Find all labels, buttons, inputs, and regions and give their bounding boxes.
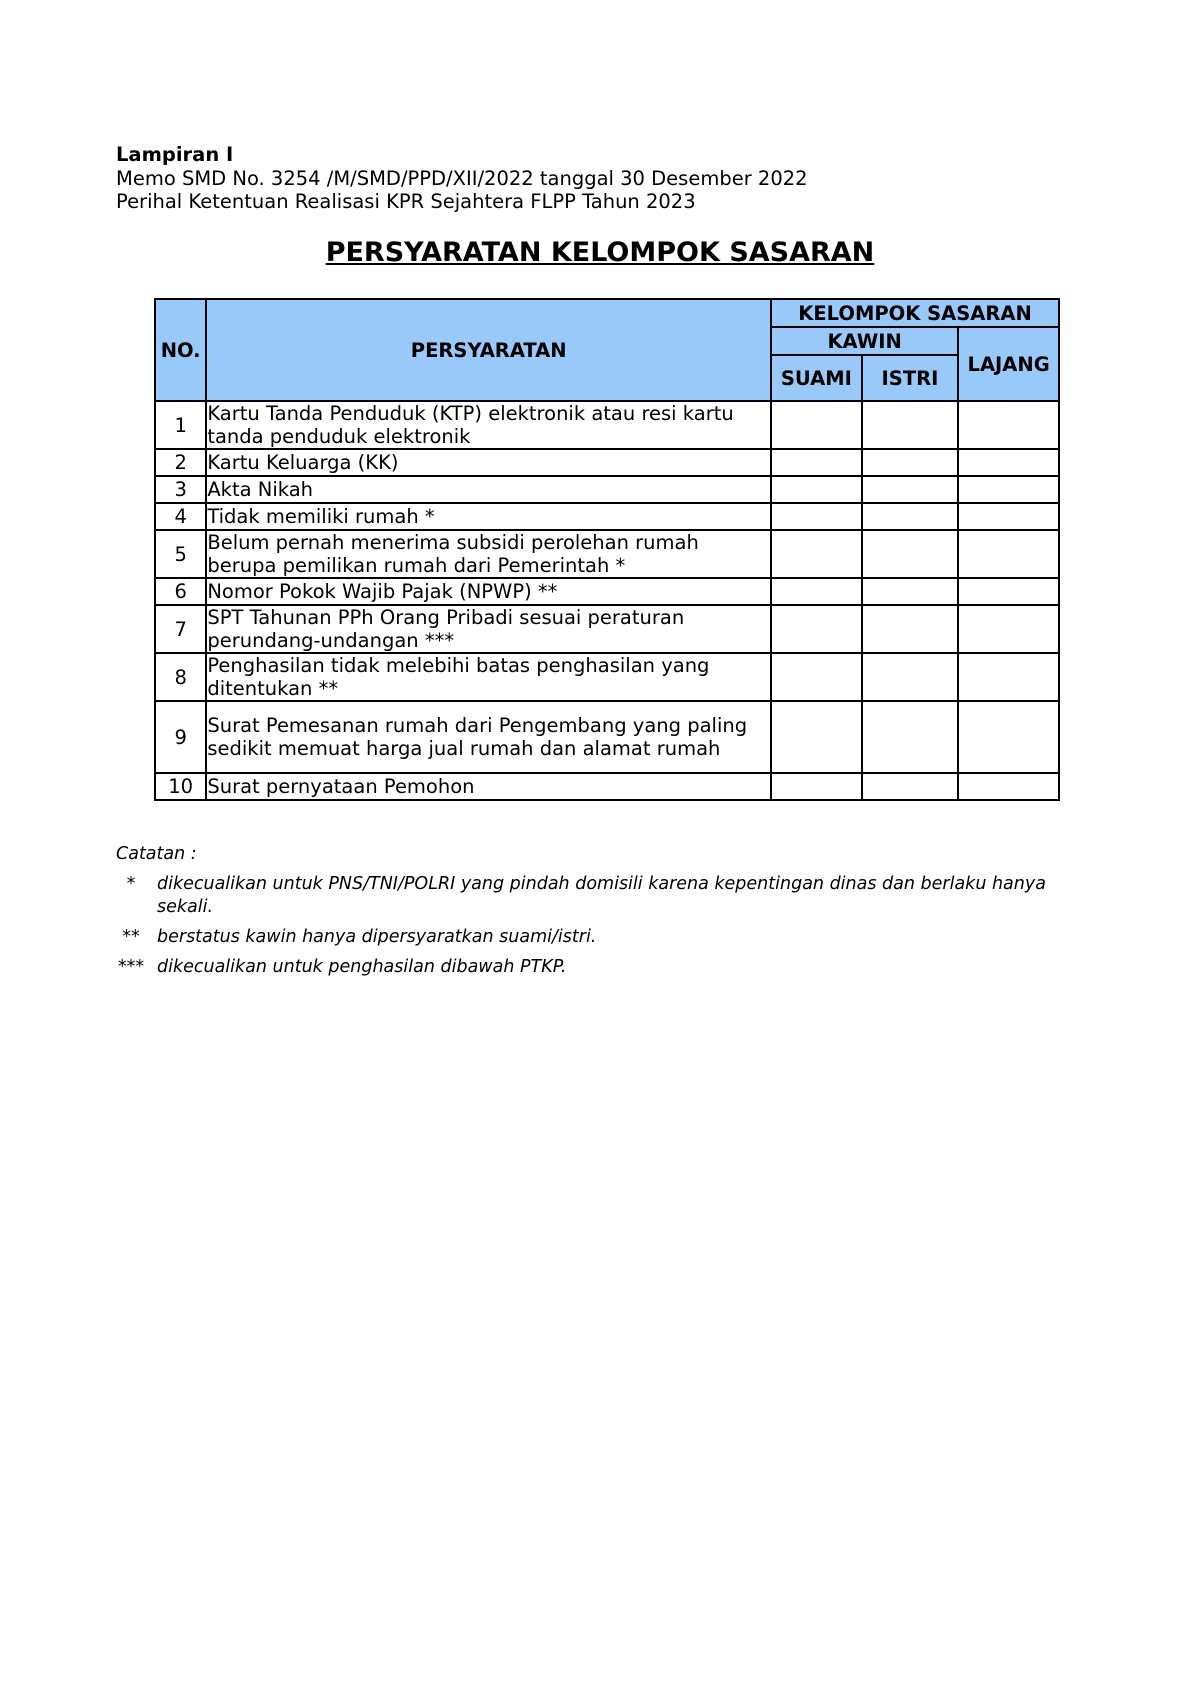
requirement-text: Kartu Tanda Penduduk (KTP) elektronik atau resi kartu tanda penduduk elektronik <box>206 401 771 449</box>
table-row <box>155 401 1059 449</box>
check-cell-lajang <box>958 449 1059 476</box>
check-cell-istri <box>862 701 959 773</box>
row-number: 7 <box>155 605 206 653</box>
check-cell-istri <box>862 773 959 800</box>
requirement-text: Nomor Pokok Wajib Pajak (NPWP) ** <box>206 578 771 605</box>
note-mark: * <box>126 874 136 894</box>
row-number: 2 <box>155 449 206 476</box>
check-cell-lajang <box>958 578 1059 605</box>
check-cell-istri <box>862 653 959 701</box>
check-cell-istri <box>862 401 959 449</box>
notes-list <box>116 873 1096 979</box>
header-no: NO. <box>155 299 206 401</box>
check-cell-istri <box>862 503 959 530</box>
check-cell-suami <box>771 773 862 800</box>
requirement-text: Belum pernah menerima subsidi perolehan rumah berupa pemilikan rumah dari Pemerintah * <box>206 530 771 578</box>
table-row <box>155 503 1059 530</box>
check-cell-istri <box>862 530 959 578</box>
note-item <box>116 873 1096 919</box>
check-cell-lajang <box>958 503 1059 530</box>
check-cell-suami <box>771 449 862 476</box>
requirements-body <box>155 401 1059 800</box>
document-header <box>116 143 808 214</box>
note-mark: ** <box>122 927 140 947</box>
check-cell-lajang <box>958 773 1059 800</box>
page-title: PERSYARATAN KELOMPOK SASARAN <box>325 237 875 268</box>
table-row <box>155 605 1059 653</box>
header-husband: SUAMI <box>771 355 862 401</box>
table-row <box>155 476 1059 503</box>
note-text: berstatus kawin hanya dipersyaratkan suami/istri. <box>157 927 597 947</box>
requirement-text: Surat pernyataan Pemohon <box>206 773 771 800</box>
row-number: 10 <box>155 773 206 800</box>
check-cell-istri <box>862 476 959 503</box>
check-cell-istri <box>862 578 959 605</box>
note-text: dikecualikan untuk PNS/TNI/POLRI yang pindah domisili karena kepentingan dinas dan berlaku hanya sekali. <box>157 874 1046 917</box>
check-cell-lajang <box>958 530 1059 578</box>
attachment-label: Lampiran I <box>116 143 234 166</box>
requirements-table <box>154 298 1060 801</box>
check-cell-suami <box>771 701 862 773</box>
check-cell-suami <box>771 605 862 653</box>
note-item <box>116 926 1096 949</box>
table-row <box>155 773 1059 800</box>
header-wife: ISTRI <box>862 355 959 401</box>
check-cell-lajang <box>958 401 1059 449</box>
memo-reference: Memo SMD No. 3254 /M/SMD/PPD/XII/2022 tanggal 30 Desember 2022 <box>116 166 808 190</box>
check-cell-istri <box>862 605 959 653</box>
check-cell-lajang <box>958 653 1059 701</box>
row-number: 8 <box>155 653 206 701</box>
row-number: 5 <box>155 530 206 578</box>
check-cell-suami <box>771 503 862 530</box>
notes-label: Catatan : <box>116 844 197 864</box>
notes-section <box>116 842 1096 979</box>
note-mark: *** <box>117 957 145 977</box>
header-married: KAWIN <box>771 327 958 355</box>
check-cell-suami <box>771 578 862 605</box>
requirement-text: Tidak memiliki rumah * <box>206 503 771 530</box>
header-requirement: PERSYARATAN <box>206 299 771 401</box>
table-row <box>155 578 1059 605</box>
memo-subject: Perihal Ketentuan Realisasi KPR Sejahtera FLPP Tahun 2023 <box>116 190 696 213</box>
row-number: 1 <box>155 401 206 449</box>
check-cell-suami <box>771 476 862 503</box>
row-number: 3 <box>155 476 206 503</box>
check-cell-istri <box>862 449 959 476</box>
table-row <box>155 449 1059 476</box>
check-cell-lajang <box>958 476 1059 503</box>
requirement-text: Akta Nikah <box>206 476 771 503</box>
requirement-text: Penghasilan tidak melebihi batas penghasilan yang ditentukan ** <box>206 653 771 701</box>
check-cell-suami <box>771 653 862 701</box>
check-cell-lajang <box>958 701 1059 773</box>
requirement-text: Surat Pemesanan rumah dari Pengembang yang paling sedikit memuat harga jual rumah dan alamat rumah <box>206 701 771 773</box>
requirement-text: SPT Tahunan PPh Orang Pribadi sesuai peraturan perundang-undangan *** <box>206 605 771 653</box>
row-number: 9 <box>155 701 206 773</box>
check-cell-suami <box>771 530 862 578</box>
check-cell-lajang <box>958 605 1059 653</box>
table-row <box>155 530 1059 578</box>
row-number: 4 <box>155 503 206 530</box>
table-row <box>155 653 1059 701</box>
requirement-text: Kartu Keluarga (KK) <box>206 449 771 476</box>
table-row <box>155 701 1059 773</box>
note-item <box>116 956 1096 979</box>
note-text: dikecualikan untuk penghasilan dibawah PTKP. <box>157 957 567 977</box>
header-target-group: KELOMPOK SASARAN <box>771 299 1059 327</box>
row-number: 6 <box>155 578 206 605</box>
check-cell-suami <box>771 401 862 449</box>
header-single: LAJANG <box>958 327 1059 401</box>
